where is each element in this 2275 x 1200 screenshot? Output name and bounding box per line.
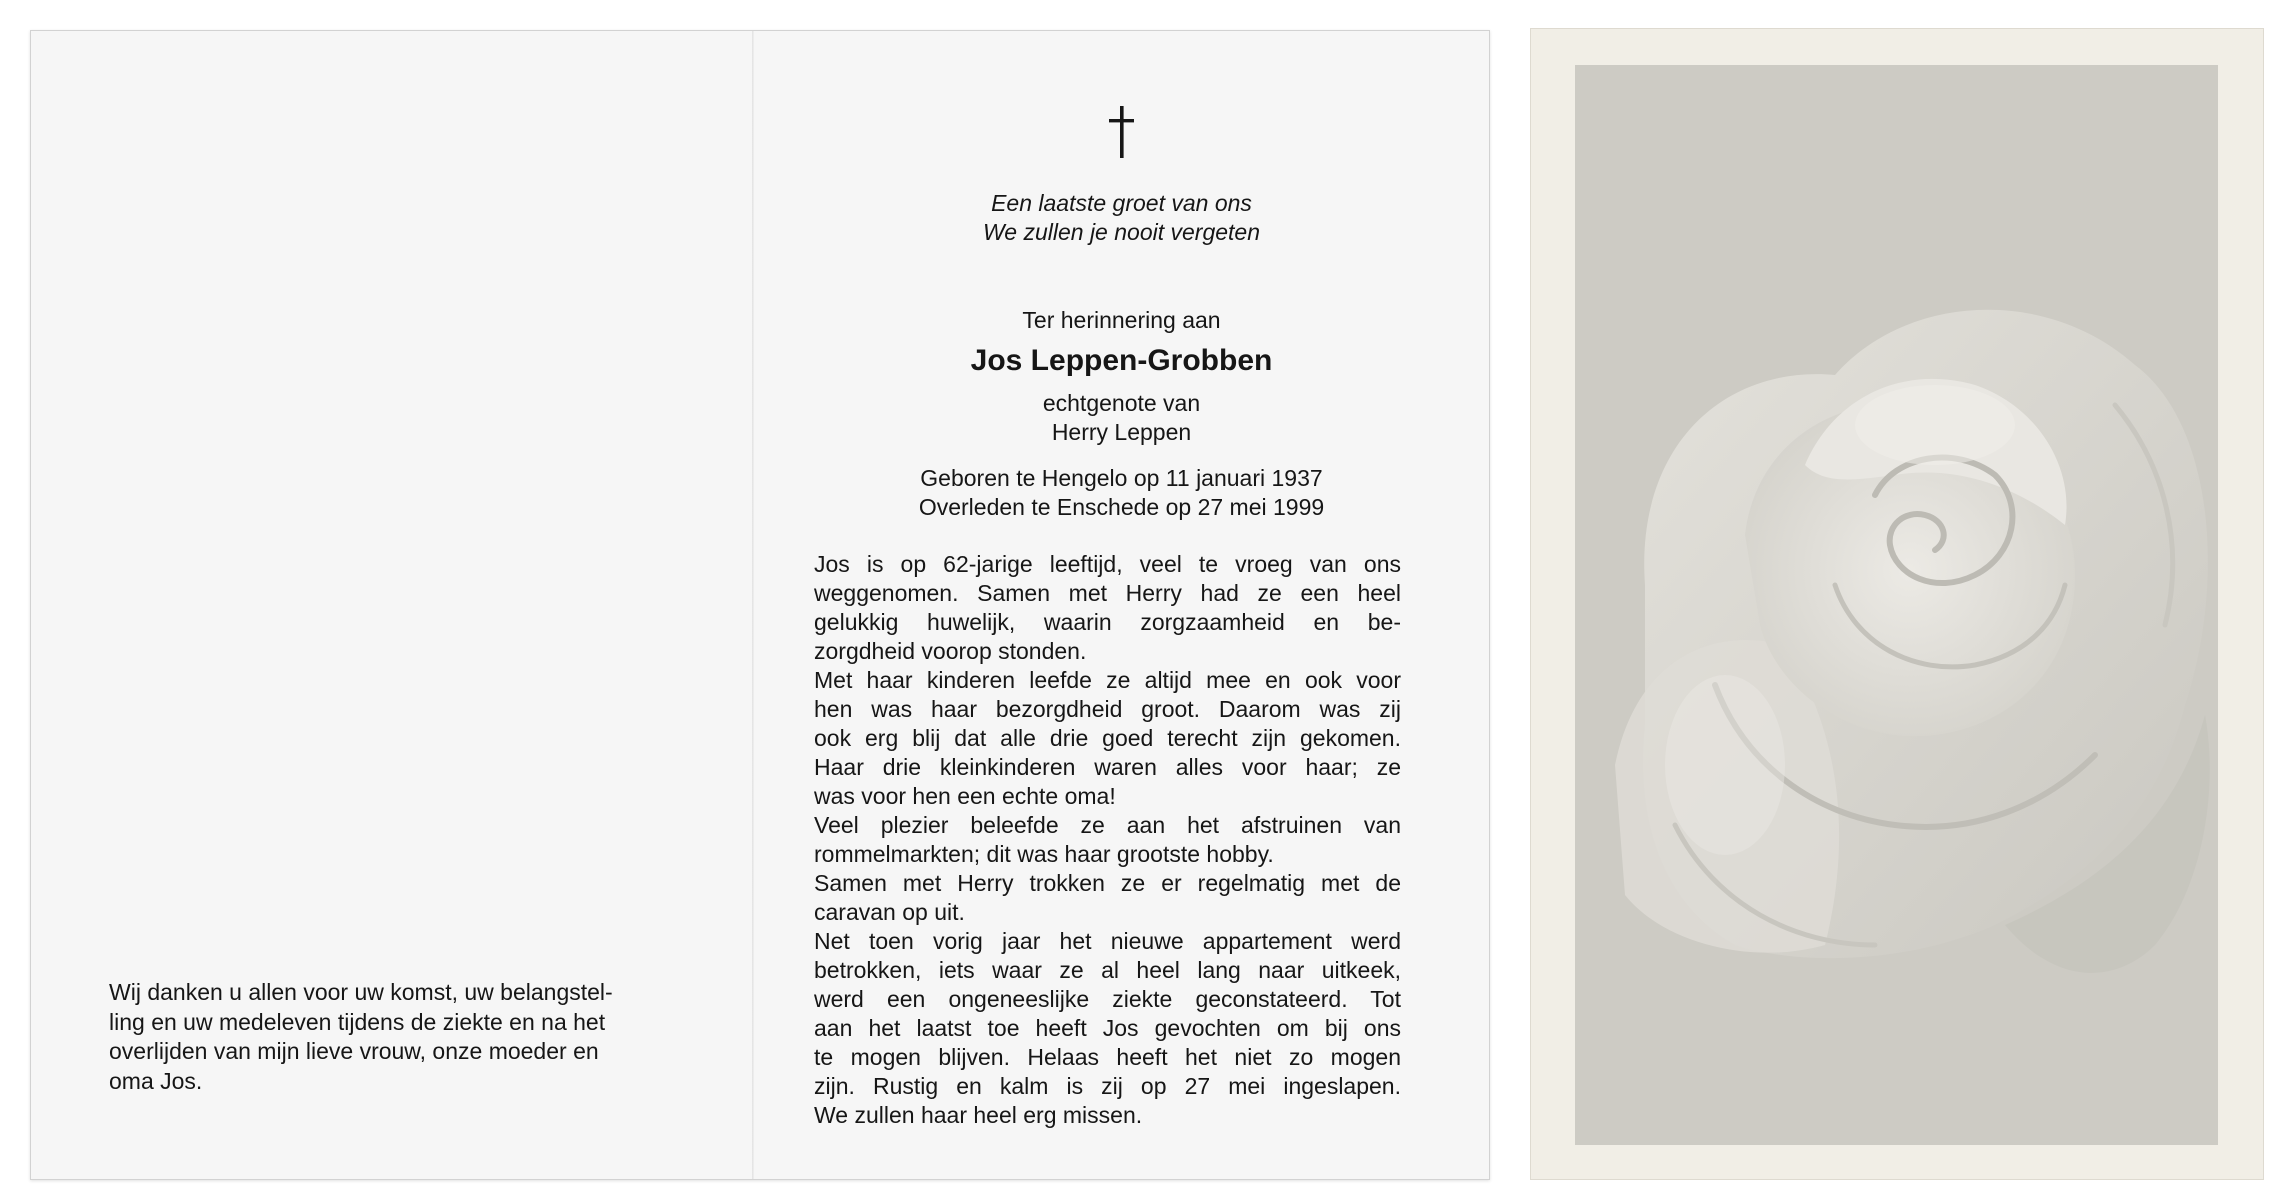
in-memory-of: Ter herinnering aan	[1022, 307, 1221, 333]
bio-line: caravan op uit.	[814, 899, 965, 925]
bio-line: We zullen haar heel erg missen.	[814, 1102, 1143, 1128]
bio-line: zijn. Rustig en kalm is zij op 27 mei ingeslapen.	[814, 1073, 1401, 1099]
card-left-panel	[31, 31, 752, 1179]
bio-line: ook erg blij dat alle drie goed terecht zijn gekomen.	[814, 725, 1401, 751]
bio-line: werd een ongeneeslijke ziekte geconstateerd. Tot	[814, 986, 1401, 1012]
card-right-panel	[754, 31, 1489, 1179]
bio-line: betrokken, iets waar ze al heel lang naar uitkeek,	[814, 957, 1401, 983]
bio-line: zorgdheid voorop stonden.	[814, 638, 1087, 664]
bio-line: Veel plezier beleefde ze aan het afstruinen van	[814, 812, 1401, 838]
motto-line: Een laatste groet van ons	[991, 190, 1252, 216]
thanks-line: Wij danken u allen voor uw komst, uw belangstel-	[109, 979, 613, 1005]
bio-line: hen was haar bezorgdheid groot. Daarom was zij	[814, 696, 1401, 722]
biography-text	[814, 550, 1401, 1130]
thanks-line: overlijden van mijn lieve vrouw, onze moeder en	[109, 1038, 599, 1064]
thanks-line: ling en uw medeleven tijdens de ziekte en na het	[109, 1008, 606, 1035]
bio-line: Net toen vorig jaar het nieuwe appartement werd	[814, 928, 1401, 954]
bio-line: rommelmarkten; dit was haar grootste hobby.	[814, 841, 1274, 867]
bio-line: te mogen blijven. Helaas heeft het niet zo mogen	[814, 1044, 1401, 1070]
bio-line: Jos is op 62-jarige leeftijd, veel te vroeg van ons	[814, 551, 1401, 577]
bio-line: was voor hen een echte oma!	[814, 783, 1116, 809]
bio-line: aan het laatst toe heeft Jos gevochten om bij ons	[814, 1015, 1401, 1041]
bio-line: Samen met Herry trokken ze er regelmatig met de	[814, 870, 1401, 896]
thank-you-text	[109, 978, 714, 1096]
photo-card	[1530, 28, 2264, 1180]
cross-icon	[1107, 106, 1137, 158]
memorial-card-folded	[30, 30, 1490, 1180]
rose-photo	[1575, 65, 2218, 1145]
birth-line: Geboren te Hengelo op 11 januari 1937	[920, 465, 1323, 491]
thanks-line: oma Jos.	[109, 1067, 203, 1094]
death-line: Overleden te Enschede op 27 mei 1999	[918, 494, 1325, 520]
life-dates	[754, 464, 1489, 522]
spouse-info	[754, 389, 1489, 447]
bio-line: Haar drie kleinkinderen waren alles voor haar; ze	[814, 754, 1401, 780]
deceased-name: Jos Leppen-Grobben	[970, 344, 1273, 377]
bio-line: gelukkig huwelijk, waarin zorgzaamheid en be-	[814, 609, 1401, 635]
bio-line: weggenomen. Samen met Herry had ze een heel	[814, 580, 1401, 606]
bio-line: Met haar kinderen leefde ze altijd mee en ook voor	[814, 667, 1401, 693]
spouse-line: Herry Leppen	[1051, 419, 1192, 445]
motto	[754, 189, 1489, 247]
spouse-line: echtgenote van	[1042, 390, 1201, 416]
motto-line: We zullen je nooit vergeten	[982, 219, 1261, 245]
rose-image	[1575, 65, 2218, 1145]
